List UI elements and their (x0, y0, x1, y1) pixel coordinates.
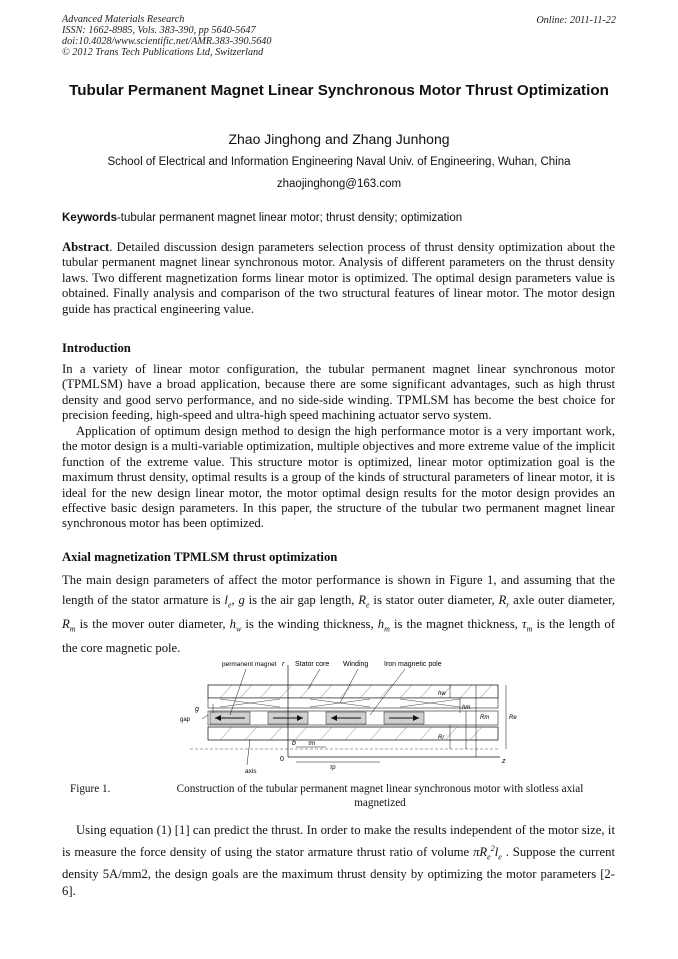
text-run: . Suppose the current density 5A/mm2, the design goals are the maximum thrust density by optimizing the motor parameters [2-6]. (62, 844, 615, 899)
section-heading-axial: Axial magnetization TPMLSM thrust optimization (62, 550, 338, 564)
caption-text: Construction of the tubular permanent magnet linear synchronous motor with slotless axial magnetized (176, 783, 584, 809)
label-axis: axis (245, 768, 257, 775)
abstract-label: Abstract (62, 240, 110, 254)
text-run: is the winding thickness, (241, 616, 378, 631)
label-rm: Rm (480, 715, 490, 721)
author-affiliation: School of Electrical and Information Engineering Naval Univ. of Engineering, Wuhan, China (107, 156, 571, 168)
label-winding: Winding (343, 661, 369, 668)
figure-1 (150, 657, 530, 787)
caption-number: Figure 1. (70, 783, 111, 795)
label-hm: hm (462, 705, 471, 711)
label-permanent-magnet: permanent magnet (222, 661, 277, 668)
label-b: b (292, 740, 296, 747)
keywords-text: -tubular permanent magnet linear motor; thrust density; optimization (116, 212, 463, 224)
text-run: Using equation (1) [1] can predict the thrust. In order to make the results independent of the motor size, it is measure the force density of using the stator armature thrust ratio of volume (62, 823, 615, 859)
abstract (62, 240, 615, 317)
text-run: axle outer diameter, (509, 592, 616, 607)
intro-paragraph-2: Application of optimum design method to design the high performance motor is a very important work, the motor design is a multi-variable optimization, multiple objectives and more extreme value of the implicit function of the extreme value. This structure motor is optimized, linear motor optimization goal is the maximum thrust density, optimal results is a group of the kinds of structural parameters of linear motor, it is ideal for the new design linear motor, the motor optimal design results for the motor design provides an effective basic design parameters. In this paper, the structure of the tubular two permanent magnet linear synchronous motor has been optimized. (62, 424, 615, 531)
online-date: Online: 2011-11-22 (536, 15, 616, 26)
section-paragraph-1: The main design parameters of affect the motor performance is shown in Figure 1, and assuming that the length of the stator armature is $l_e$, g is the air gap length, $R_e$ is stator outer diameter, $R_r$ axle outer diameter, $R_m$ is the mover outer diameter, $h_w$ is the winding thickness, $h_m$ is the magnet thickness, $\tau_m$ is the length of the core magnetic pole. (62, 573, 616, 655)
label-zero: 0 (280, 756, 284, 763)
label-tau-p: τp (330, 765, 336, 771)
text-run: is the length of the core magnetic pole. (62, 616, 615, 655)
abstract-text: . Detailed discussion design parameters selection process of thrust density optimization about the tubular permanent magnet linear synchronous motor. Analysis of different parameters on the thrust density laws. Two different magnetization forms linear motor is optimized. The optimal design parameters value is obtained. Finally analysis and comparison of the two structural features of linear motor. The motor design guide has practical engineering value. (62, 240, 615, 316)
label-hw: hw (438, 691, 446, 697)
section-paragraph-2: Using equation (1) [1] can predict the thrust. In order to make the results independent of the motor size, it is measure the force density of using the stator armature thrust ratio of volume $\pi R_e^2l_e$ . Suppose the current density 5A/mm2, the design goals are the maximum thrust density by optimizing the motor parameters [2-6]. (62, 823, 615, 899)
paper-title: Tubular Permanent Magnet Linear Synchronous Motor Thrust Optimization (69, 82, 609, 99)
text-run: The main design parameters of affect the motor performance is shown in Figure 1, and assuming that the length of the stator armature is (62, 573, 615, 607)
label-z: z (502, 758, 506, 765)
label-iron-pole: Iron magnetic pole (384, 661, 442, 668)
label-re: Re (509, 715, 517, 721)
text-run: is the magnet thickness, (389, 616, 523, 631)
label-g: g (195, 706, 199, 713)
text-run: , (231, 592, 239, 607)
paper-authors: Zhao Jinghong and Zhang Junhong (228, 131, 450, 147)
label-stator-core: Stator core (295, 661, 330, 668)
issn-line: ISSN: 1662-8985, Vols. 383-390, pp 5640-5647 (62, 25, 256, 36)
journal-name: Advanced Materials Research (62, 14, 185, 25)
text-run: is stator outer diameter, (369, 592, 499, 607)
author-email[interactable]: zhaojinghong@163.com (276, 178, 402, 190)
text-run: is the air gap length, (244, 592, 359, 607)
label-tau-m: τm (308, 741, 316, 747)
keywords (62, 212, 616, 224)
doi-line: doi:10.4028/www.scientific.net/AMR.383-390.5640 (62, 36, 272, 47)
journal-header (62, 14, 271, 58)
stator-core (208, 685, 498, 698)
keywords-label: Keywords (62, 212, 117, 224)
label-r: r (282, 661, 285, 668)
motor-construction-diagram (150, 657, 530, 782)
axle (208, 727, 498, 740)
label-gap: gap (180, 717, 191, 723)
text-run: is the mover outer diameter, (75, 616, 230, 631)
label-rr: Rr (438, 735, 445, 741)
intro-paragraph-1: In a variety of linear motor configuration, the tubular permanent magnet linear synchronous motor (TPMLSM) have a broad application, because there are some significant advantages, such as high thrust density and good servo performance, and no side-side winding. TPMLSM has become the best choice for precision feeding, high-speed and ultra-high speed machining actuator servo system. (62, 362, 615, 423)
copyright-line: © 2012 Trans Tech Publications Ltd, Switzerland (62, 47, 264, 58)
intro-heading: Introduction (62, 341, 131, 355)
